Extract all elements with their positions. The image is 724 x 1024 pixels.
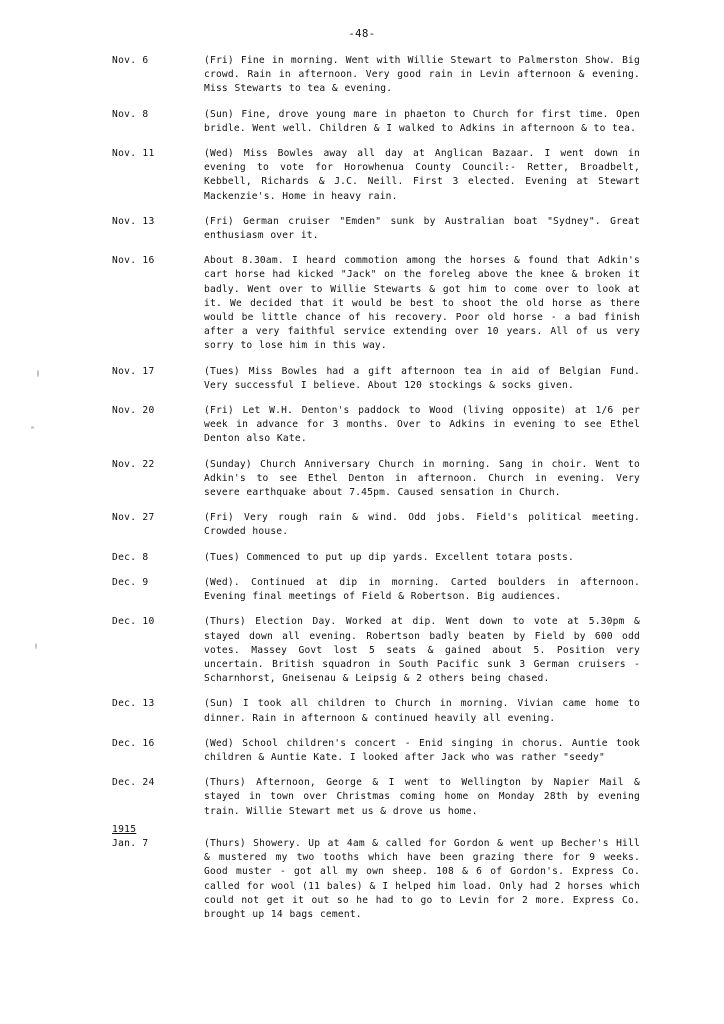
diary-entry <box>112 776 640 819</box>
diary-entry <box>112 254 640 353</box>
diary-entries <box>0 54 724 922</box>
diary-entry <box>112 54 640 97</box>
entry-date: Nov. 22 <box>112 458 155 470</box>
entry-date: Nov. 13 <box>112 215 155 227</box>
entry-date: Dec. 10 <box>112 616 155 628</box>
entry-date: Dec. 24 <box>112 777 155 789</box>
entry-text: (Wed). Continued at dip in morning. Carted boulders in afternoon. Evening final meetings of Field & Robertson. Big audiences. <box>204 576 640 603</box>
diary-entry <box>112 215 640 243</box>
diary-entry <box>112 458 640 501</box>
entry-text: (Fri) Fine in morning. Went with Willie Stewart to Palmerston Show. Big crowd. Rain in afternoon. Very good rain in Levin afternoon & evening. Miss Stewarts to tea & evening. <box>204 55 640 95</box>
entry-date: Nov. 8 <box>112 108 149 120</box>
entry-date: Dec. 8 <box>112 551 149 563</box>
diary-entry <box>112 576 640 604</box>
entry-date: Nov. 27 <box>112 512 155 524</box>
entry-text: (Tues) Miss Bowles had a gift afternoon tea in aid of Belgian Fund. Very successful I believe. About 120 stockings & socks given. <box>204 365 640 391</box>
entry-text: (Sun) Fine, drove young mare in phaeton to Church for first time. Open bridle. Went well. Children & I walked to Adkins in afternoon & to tea. <box>204 108 640 134</box>
entry-text: (Wed) School children's concert - Enid singing in chorus. Auntie took children & Auntie Kate. I looked after Jack who was rather "seedy" <box>204 737 640 763</box>
entry-date: Nov. 20 <box>112 405 155 417</box>
diary-entry <box>112 365 640 393</box>
page-number: -48- <box>348 28 376 40</box>
entry-date: Nov. 16 <box>112 255 155 267</box>
entry-text: (Wed) Miss Bowles away all day at Anglican Bazaar. I went down in evening to vote for Horowhenua County Council:- Retter, Broadbelt, Kebbell, Richards & J.C. Neill. First 3 elected. Evening at Stewart Mackenzie's. Home in heavy rain. <box>204 148 640 202</box>
entry-text: (Fri) German cruiser "Emden" sunk by Australian boat "Sydney". Great enthusiasm over it. <box>204 215 640 242</box>
entry-date: Dec. 9 <box>112 576 149 588</box>
page-speck <box>31 426 34 429</box>
entry-text: (Fri) Very rough rain & wind. Odd jobs. Field's political meeting. Crowded house. <box>204 512 640 538</box>
entry-date: Nov. 6 <box>112 55 149 66</box>
entry-date: Dec. 16 <box>112 737 155 749</box>
diary-entry <box>112 404 640 447</box>
diary-entry <box>112 697 640 725</box>
diary-entry <box>112 615 640 686</box>
diary-entry <box>112 551 640 565</box>
entry-text: (Tues) Commenced to put up dip yards. Excellent totara posts. <box>204 551 574 563</box>
page-speck <box>37 370 39 377</box>
diary-entry <box>112 737 640 765</box>
entry-text: (Sunday) Church Anniversary Church in morning. Sang in choir. Went to Adkin's to see Ethel Denton in afternoon. Church in evening. Very severe earthquake about 7.45pm. Caused sensation in Church. <box>204 458 640 499</box>
entry-text: (Fri) Let W.H. Denton's paddock to Wood (living opposite) at 1/6 per week in advance for 3 months. Over to Adkins in evening to see Ethel Denton also Kate. <box>204 405 640 445</box>
entry-text: (Thurs) Showery. Up at 4am & called for Gordon & went up Becher's Hill & mustered my two tooths which have been grazing there for 9 weeks. Good muster - got all my own sheep. 108 & 6 of Gordon's. Express Co. called for wool (11 bales) & I helped him load. Only had 2 horses which could not get it out so he had to go to Levin for 2 more. Express Co. brought up 14 bags cement. <box>204 837 640 920</box>
entry-text: (Thurs) Election Day. Worked at dip. Went down to vote at 5.30pm & stayed down all evening. Robertson badly beaten by Field by 600 odd votes. Massey Govt lost 5 seats & gained about 5. Position very uncertain. British squadron in South Pacific sunk 3 German cruisers - Scharnhorst, Gneisenau & Leipsig & 2 others being chased. <box>204 616 640 685</box>
year-marker: 1915 <box>112 823 137 835</box>
entry-date: Dec. 13 <box>112 698 155 710</box>
entry-date: Nov. 11 <box>112 148 155 160</box>
diary-entry <box>112 147 640 204</box>
entry-date: Nov. 17 <box>112 365 155 377</box>
diary-entry <box>112 511 640 539</box>
entry-date: Jan. 7 <box>112 837 149 849</box>
diary-entry <box>112 108 640 136</box>
entry-text: (Sun) I took all children to Church in morning. Vivian came home to dinner. Rain in afternoon & continued heavily all evening. <box>204 698 640 724</box>
page-speck <box>35 643 37 649</box>
diary-entry <box>112 837 640 922</box>
entry-text: About 8.30am. I heard commotion among the horses & found that Adkin's cart horse had kicked "Jack" on the foreleg above the knee & broken it badly. Went over to Willie Stewarts & got him to come over to look at it. We decided that it would be best to shoot the old horse as there would be little chance of his recovery. Poor old horse - a bad finish after a very faithful service extending over 10 years. All of us very sorry to lose him in this way. <box>204 255 640 352</box>
entry-text: (Thurs) Afternoon, George & I went to Wellington by Napier Mail & stayed in town over Christmas coming home on Monday 28th by evening train. Willie Stewart met us & drove us home. <box>204 777 640 817</box>
